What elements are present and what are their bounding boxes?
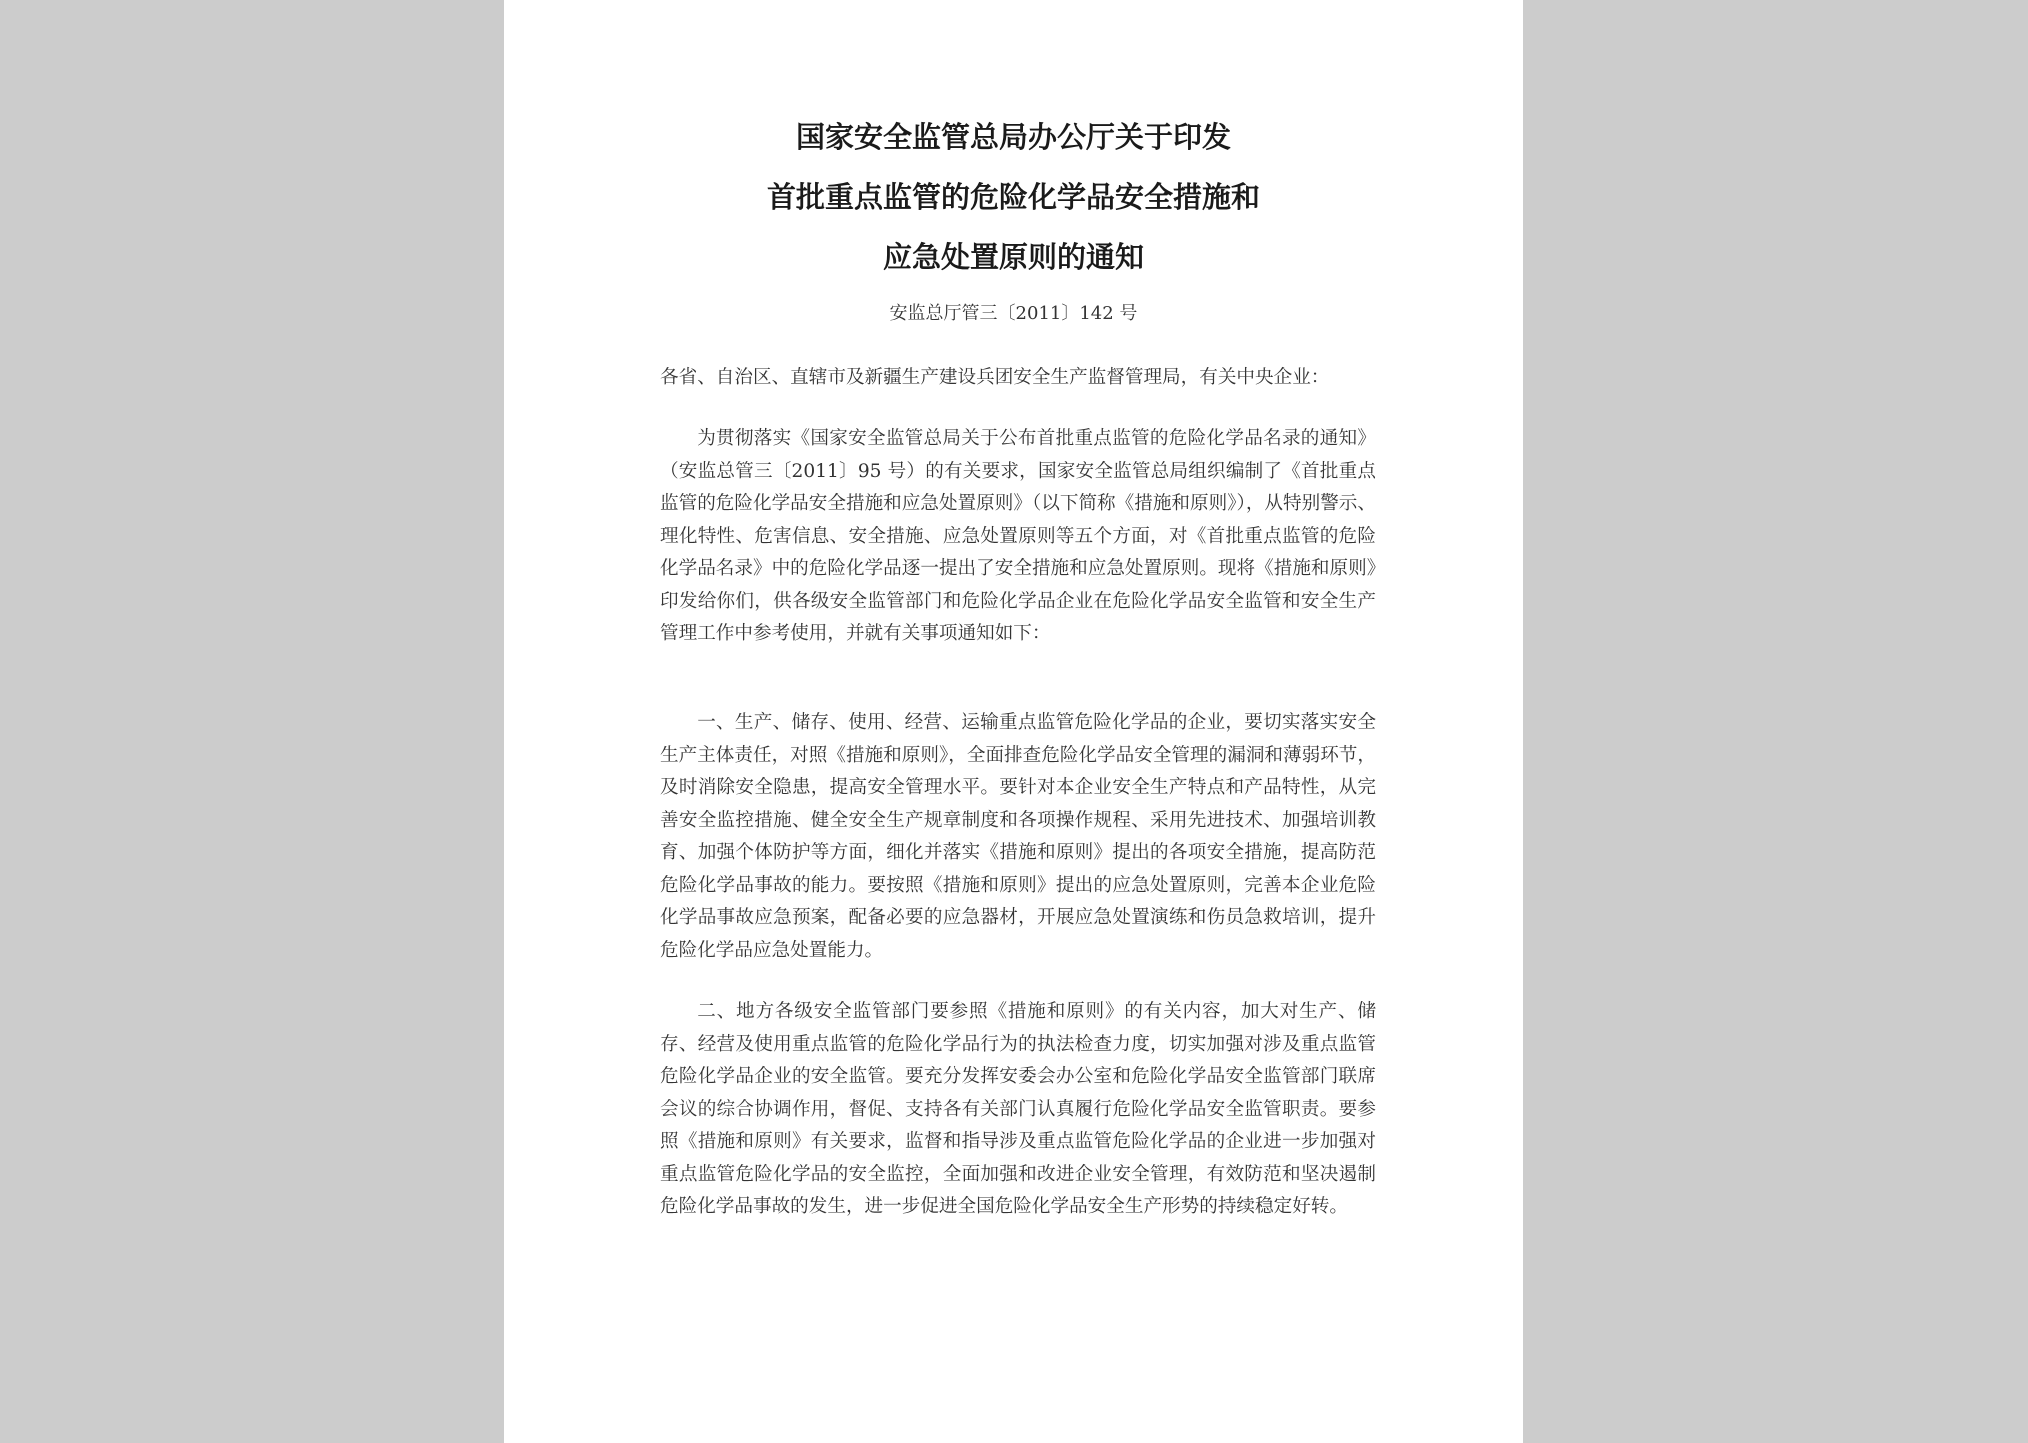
title-line-3: 应急处置原则的通知 bbox=[882, 240, 1144, 274]
paragraph-intro-text: 为贯彻落实《国家安全监管总局关于公布首批重点监管的危险化学品名录的通知》（安监总管三〔2011〕95 号）的有关要求，国家安全监管总局组织编制了《首批重点监管的危险化学品安全措施和应急处置原则》（以下简称《措施和原则》），从特别警示、理化特性、危害信息、安全措施、应急处置原则等五个方面，对《首批重点监管的危险化学品名录》中的危险化学品逐一提出了安全措施和应急处置原则。现将《措施和原则》印发给你们，供各级安全监管部门和危险化学品企业在危险化学品安全监管和安全生产管理工作中参考使用，并就有关事项通知如下： bbox=[660, 428, 1376, 644]
title-line-1: 国家安全监管总局办公厅关于印发 bbox=[795, 120, 1231, 154]
paragraph-item-2 bbox=[660, 996, 1376, 1224]
addressee: 各省、自治区、直辖市及新疆生产建设兵团安全生产监督管理局，有关中央企业： bbox=[660, 367, 1330, 388]
document-page bbox=[504, 0, 1523, 1443]
document-number: 安监总厅管三〔2011〕142 号 bbox=[889, 303, 1138, 324]
paragraph-intro bbox=[660, 423, 1376, 651]
paragraph-item-2-text: 二、地方各级安全监管部门要参照《措施和原则》的有关内容，加大对生产、储存、经营及使用重点监管的危险化学品行为的执法检查力度，切实加强对涉及重点监管危险化学品企业的安全监管。要充分发挥安委会办公室和危险化学品安全监管部门联席会议的综合协调作用，督促、支持各有关部门认真履行危险化学品安全监管职责。要参照《措施和原则》有关要求，监督和指导涉及重点监管危险化学品的企业进一步加强对重点监管危险化学品的安全监控，全面加强和改进企业安全管理，有效防范和坚决遏制危险化学品事故的发生，进一步促进全国危险化学品安全生产形势的持续稳定好转。 bbox=[660, 1001, 1376, 1217]
title-line-2: 首批重点监管的危险化学品安全措施和 bbox=[766, 180, 1260, 214]
paragraph-item-1 bbox=[660, 707, 1376, 967]
paragraph-item-1-text: 一、生产、储存、使用、经营、运输重点监管危险化学品的企业，要切实落实安全生产主体责任，对照《措施和原则》，全面排查危险化学品安全管理的漏洞和薄弱环节，及时消除安全隐患，提高安全管理水平。要针对本企业安全生产特点和产品特性，从完善安全监控措施、健全安全生产规章制度和各项操作规程、采用先进技术、加强培训教育、加强个体防护等方面，细化并落实《措施和原则》提出的各项安全措施，提高防范危险化学品事故的能力。要按照《措施和原则》提出的应急处置原则，完善本企业危险化学品事故应急预案，配备必要的应急器材，开展应急处置演练和伤员急救培训，提升危险化学品应急处置能力。 bbox=[660, 712, 1376, 961]
